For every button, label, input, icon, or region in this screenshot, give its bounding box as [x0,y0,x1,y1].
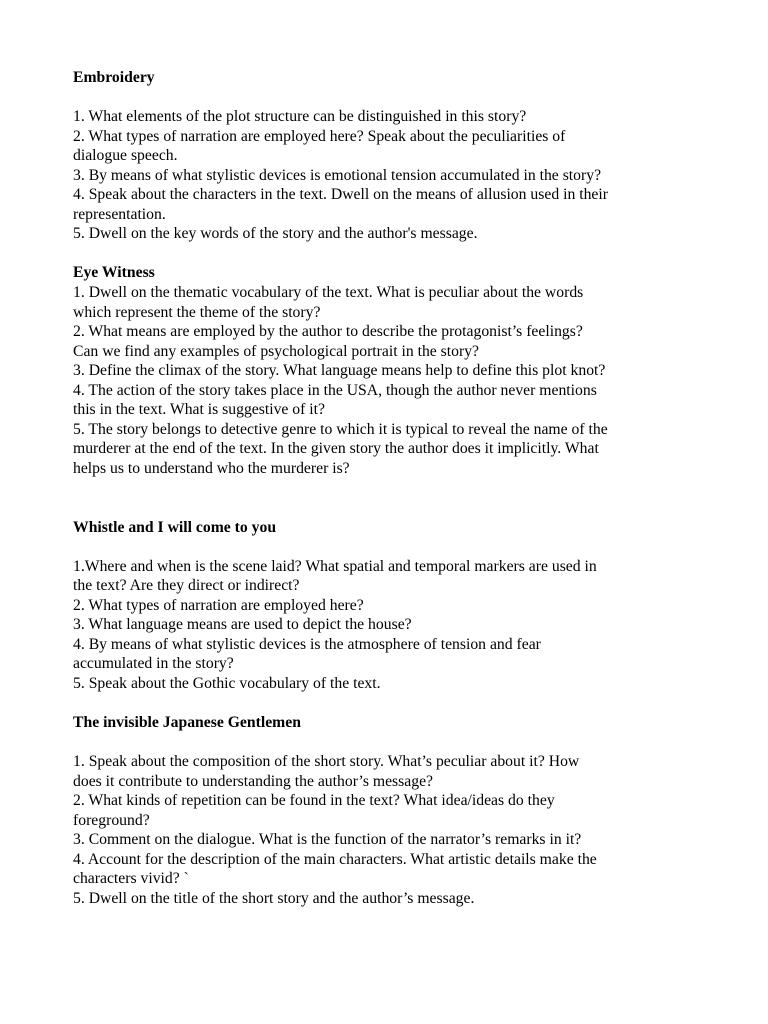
question-line: 3. What language means are used to depict the house? [73,616,412,634]
question-line: which represent the theme of the story? [73,303,321,321]
question-line: 4. The action of the story takes place in the USA, though the author never mentions [73,381,597,399]
question-line: 5. The story belongs to detective genre to which it is typical to reveal the name of the [73,420,608,438]
question-line: 4. By means of what stylistic devices is the atmosphere of tension and fear [73,635,541,653]
question-line: 2. What types of narration are employed here? [73,596,364,614]
document-page [73,68,703,909]
spacer [73,88,703,108]
question-line: the text? Are they direct or indirect? [73,577,300,595]
question-line: helps us to understand who the murderer is? [73,459,350,477]
question-line: 4. Speak about the characters in the text. Dwell on the means of allusion used in their [73,186,608,204]
question-line: foreground? [73,811,150,829]
question-line: accumulated in the story? [73,655,234,673]
question-line: 1.Where and when is the scene laid? What spatial and temporal markers are used in [73,557,597,575]
question-line: 3. By means of what stylistic devices is emotional tension accumulated in the story? [73,166,602,184]
question-line: 5. Dwell on the title of the short story and the author’s message. [73,889,475,907]
section-title-invisible-japanese-gentlemen: The invisible Japanese Gentlemen [73,714,301,732]
question-line: 5. Dwell on the key words of the story and the author's message. [73,225,478,243]
spacer [73,537,703,557]
question-line: 1. Speak about the composition of the short story. What’s peculiar about it? How [73,753,580,771]
spacer [73,478,703,498]
section-title-whistle: Whistle and I will come to you [73,518,277,536]
question-line: 2. What kinds of repetition can be found in the text? What idea/ideas do they [73,792,555,810]
section-title-eye-witness: Eye Witness [73,264,155,282]
question-line: 3. Define the climax of the story. What language means help to define this plot knot? [73,362,606,380]
question-line: 3. Comment on the dialogue. What is the function of the narrator’s remarks in it? [73,831,582,849]
question-line: 1. Dwell on the thematic vocabulary of the text. What is peculiar about the words [73,284,584,302]
question-line: 2. What means are employed by the author to describe the protagonist’s feelings? [73,323,583,341]
question-line: murderer at the end of the text. In the given story the author does it implicitly. What [73,440,599,458]
question-line: 2. What types of narration are employed here? Speak about the peculiarities of [73,127,566,145]
question-line: 1. What elements of the plot structure can be distinguished in this story? [73,108,527,126]
question-line: Can we find any examples of psychological portrait in the story? [73,342,480,360]
spacer [73,244,703,264]
question-line: 5. Speak about the Gothic vocabulary of the text. [73,674,381,692]
question-line: characters vivid? ` [73,870,189,888]
spacer [73,498,703,518]
section-title-embroidery: Embroidery [73,69,155,86]
spacer [73,694,703,714]
question-line: dialogue speech. [73,147,178,165]
question-line: representation. [73,205,166,223]
question-line: 4. Account for the description of the main characters. What artistic details make the [73,850,597,868]
question-line: this in the text. What is suggestive of it? [73,401,325,419]
question-line: does it contribute to understanding the author’s message? [73,772,434,790]
spacer [73,733,703,753]
